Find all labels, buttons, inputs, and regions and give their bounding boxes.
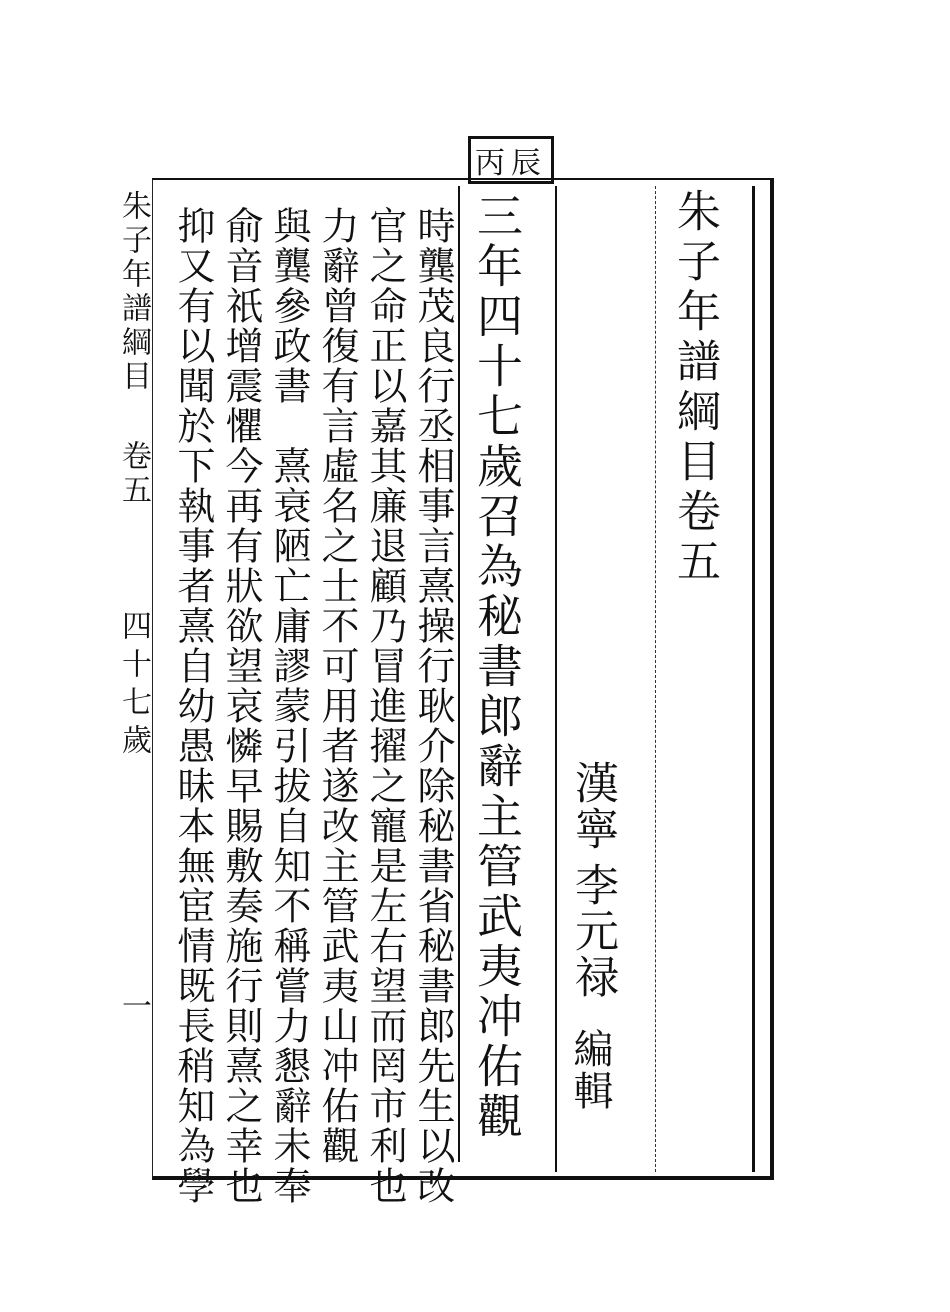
book-title: 朱子年譜綱目卷五: [669, 188, 720, 588]
year-label-box: [468, 136, 554, 184]
title-column-rule: [752, 186, 755, 1172]
body-line-2: 官之命正以嘉其廉退顧乃冒進擢之寵是左右望而罔市利也: [363, 206, 407, 1206]
body-line-5: 俞音祇增震懼今再有狀欲望哀憐早賜敷奏施行則熹之幸也: [219, 206, 263, 1206]
compiler-role: 編輯: [567, 1028, 613, 1112]
author-place: 漢寧: [567, 760, 618, 852]
margin-age: 四十七歲: [116, 610, 151, 762]
body-line-3: 力辭曾復有言虛名之士不可用者遂改主管武夷山冲佑觀: [315, 206, 359, 1166]
body-line-4: 與龔參政書 熹衰陋亡庸謬蒙引拔自知不稱嘗力懇辭未奉: [267, 206, 311, 1206]
margin-book-title: 朱子年譜綱目: [116, 190, 151, 394]
margin-volume: 卷五: [116, 440, 151, 508]
entry-heading: 三年四十七歲召為秘書郎辭主管武夷冲佑觀: [470, 192, 524, 1142]
heading-column-rule: [458, 186, 460, 1162]
body-line-6: 抑又有以聞於下執事者熹自幼愚昧本無宦情既長稍知為學: [171, 206, 215, 1206]
year-label: 丙辰: [475, 146, 547, 181]
margin-leaf-number: 一: [116, 990, 151, 1024]
author-name: 李元禄: [567, 862, 618, 1000]
author-column-rule: [555, 186, 557, 1172]
body-line-1: 時龔茂良行丞相事言熹操行耿介除秘書省秘書郎先生以改: [411, 206, 455, 1206]
